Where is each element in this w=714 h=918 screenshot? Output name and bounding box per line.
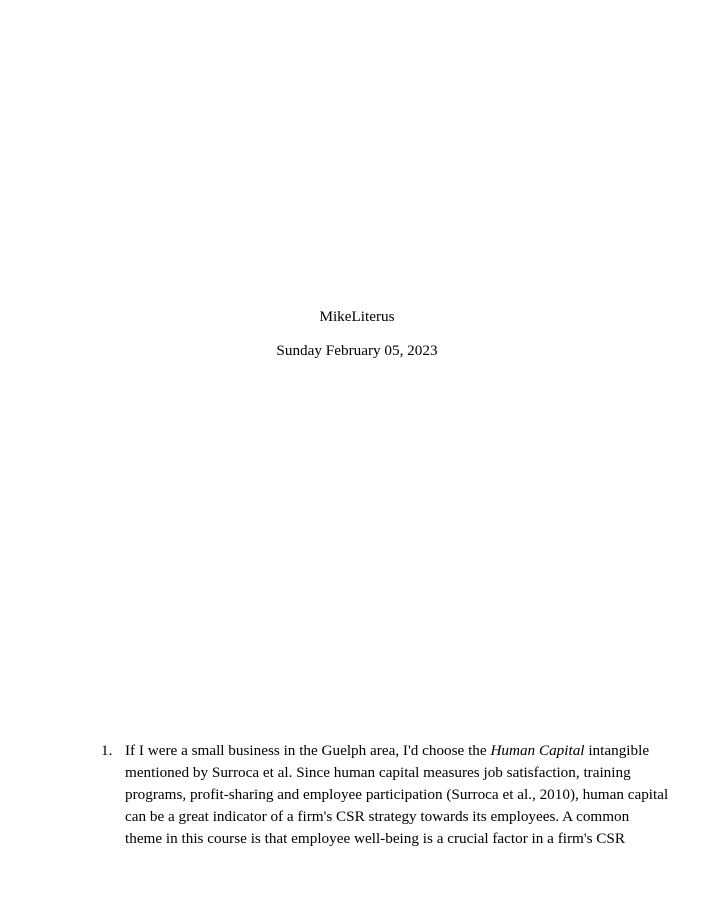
paragraph-line-2: mentioned by Surroca et al. Since human capital measures job satisfaction, training xyxy=(125,764,631,781)
list-item-paragraph xyxy=(125,740,669,850)
paragraph-text: If I were a small business in the Guelph area, I'd choose the xyxy=(125,742,491,759)
emphasized-term: Human Capital xyxy=(490,742,585,759)
paragraph-line-4: can be a great indicator of a firm's CSR strategy towards its employees. A common xyxy=(125,808,630,825)
list-item-number: 1. xyxy=(101,742,113,759)
paragraph-text: intangible xyxy=(584,742,650,759)
document-date: Sunday February 05, 2023 xyxy=(276,342,438,359)
author-name: MikeLiterus xyxy=(319,308,395,325)
paragraph-line-5: theme in this course is that employee well-being is a crucial factor in a firm's CSR xyxy=(125,830,625,847)
paragraph-line-1 xyxy=(125,740,650,762)
paragraph-line-3: programs, profit-sharing and employee participation (Surroca et al., 2010), human capital xyxy=(125,786,669,803)
